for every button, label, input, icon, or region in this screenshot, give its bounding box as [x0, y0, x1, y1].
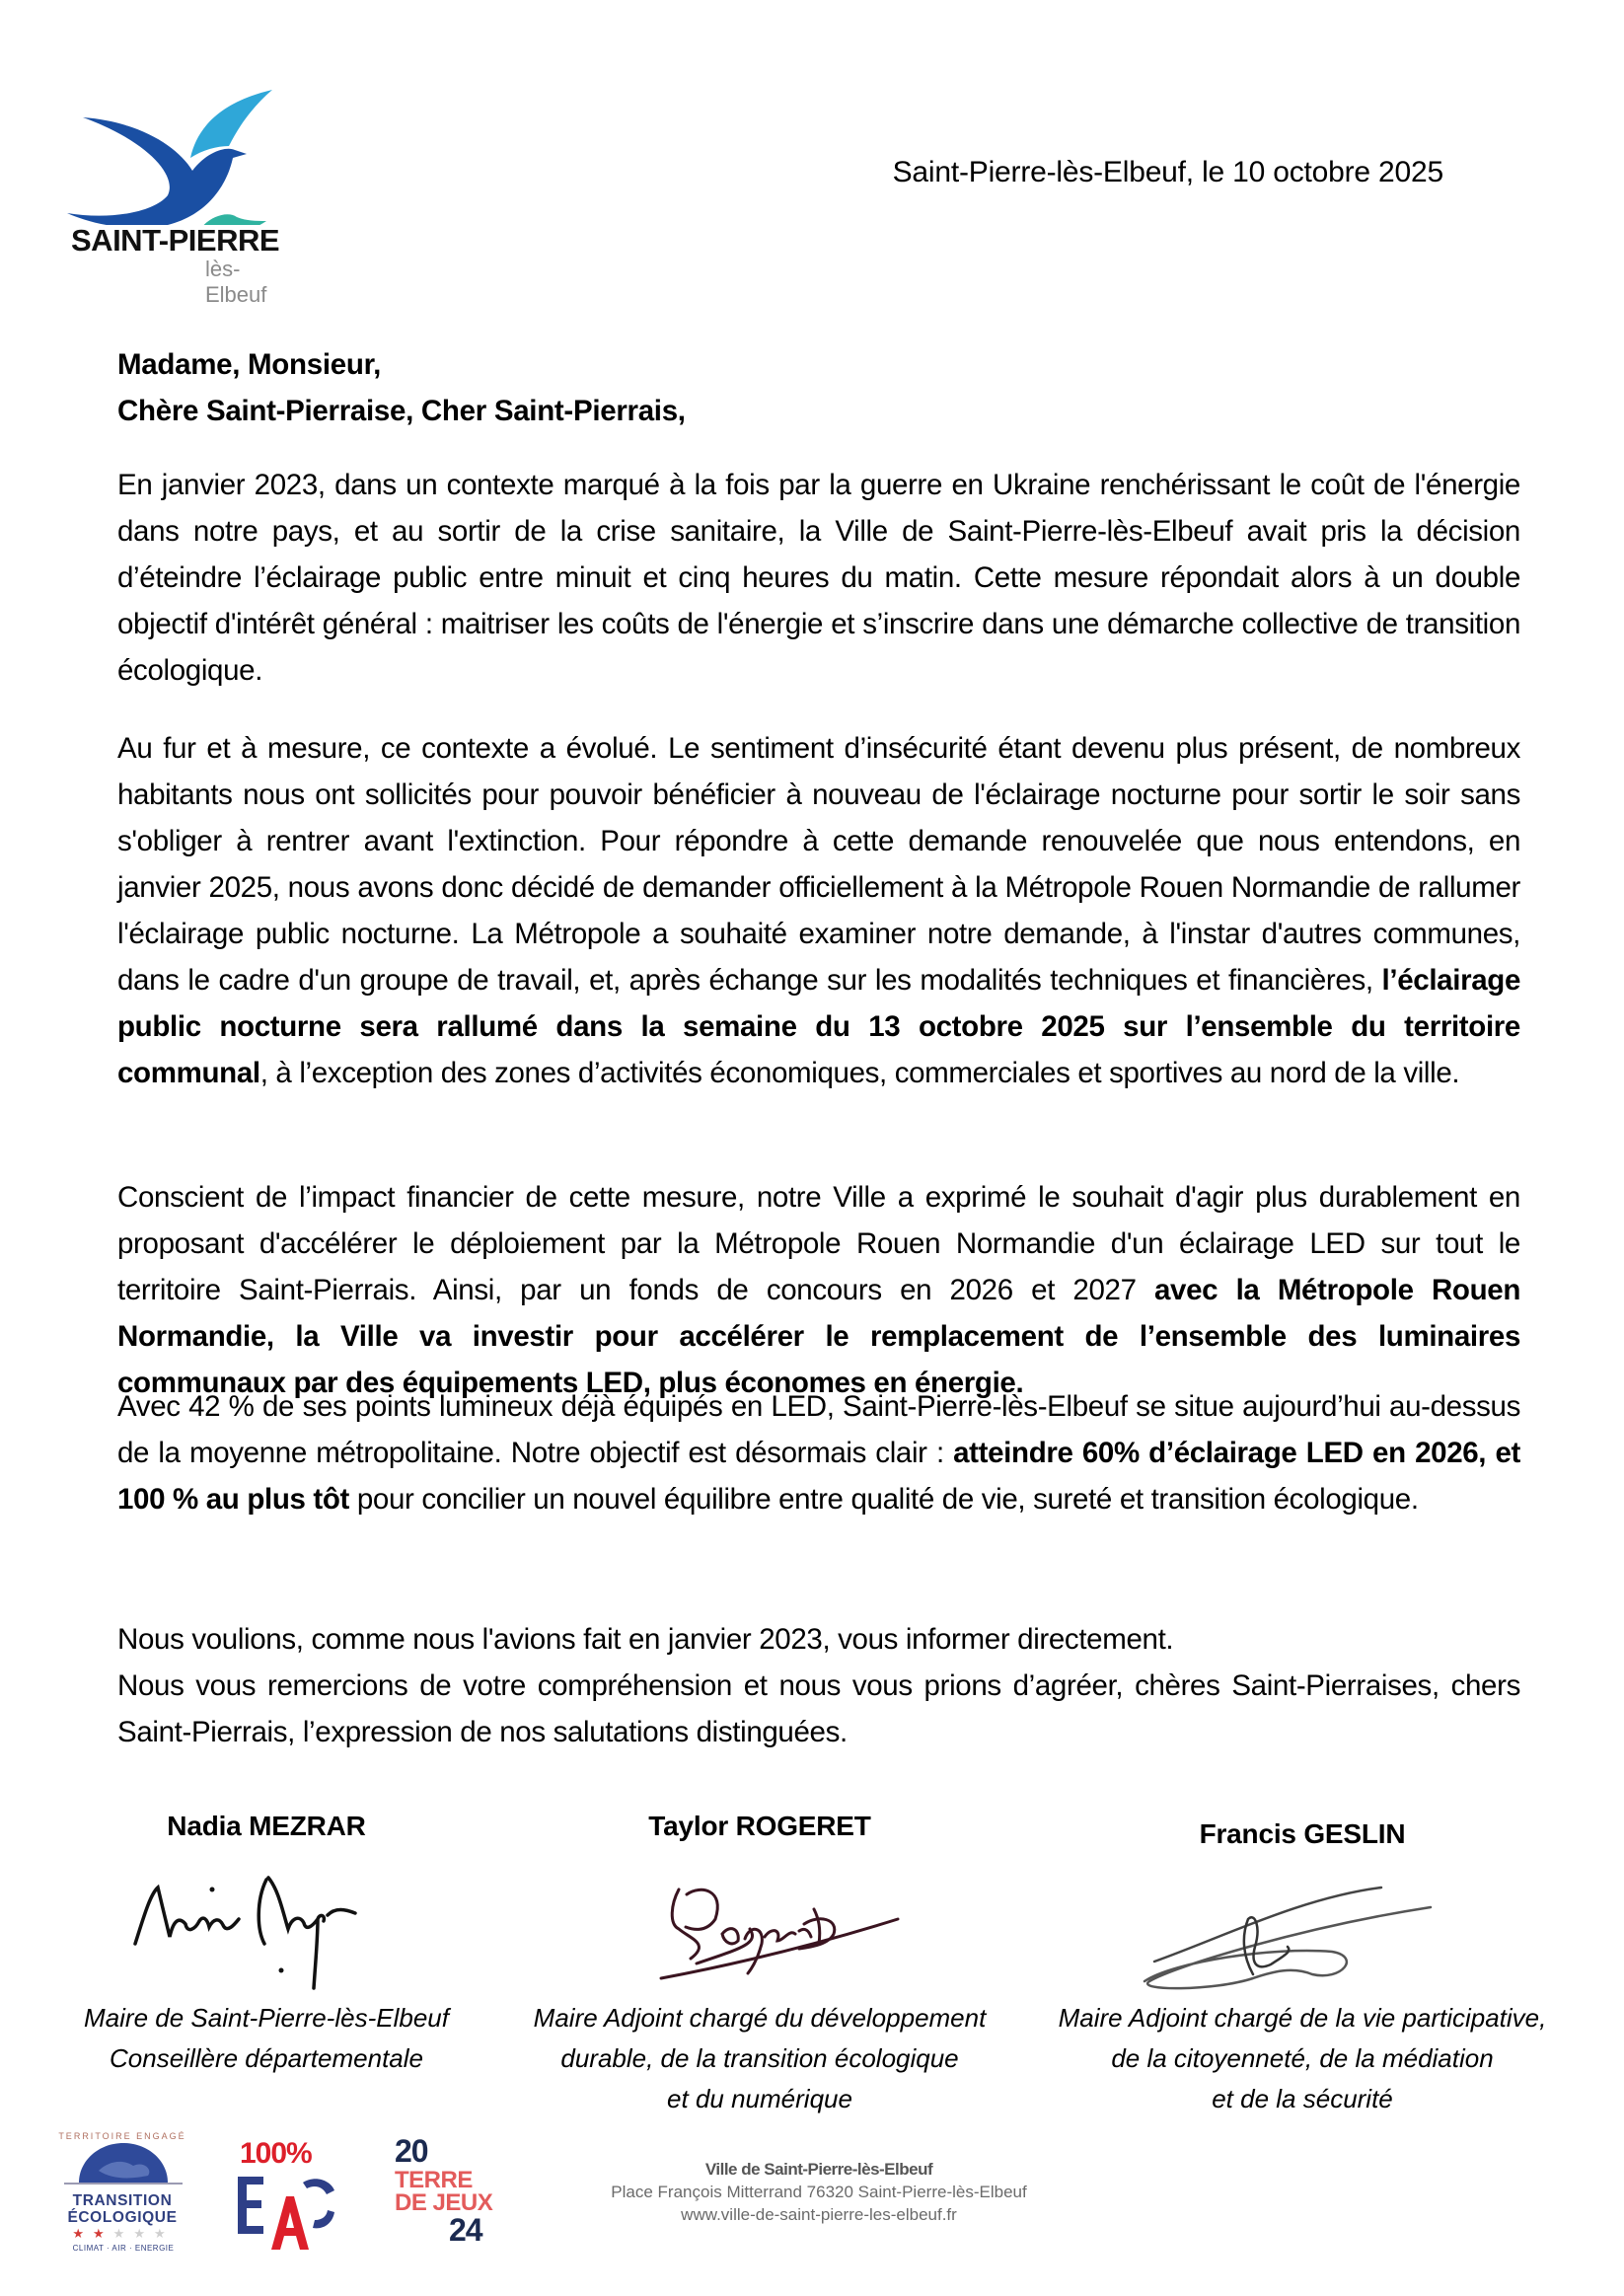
- star-icon: ★★★: [112, 2226, 175, 2241]
- closing-line-2: Nous vous remercions de votre compréhension et nous vous prions d’agréer, chères Saint-Pierraises, chers Saint-Pierrais, l’expression de nos salutations distinguées.: [117, 1669, 1520, 1748]
- salutation-line-1: Madame, Monsieur,: [117, 348, 382, 381]
- star-icon: ★★: [72, 2226, 113, 2241]
- footer-address: [592, 2158, 1046, 2226]
- tdj-middle: [395, 2169, 492, 2214]
- partner-logos: [54, 2131, 508, 2269]
- role-line: Maire de Saint-Pierre-lès-Elbeuf: [84, 2003, 449, 2033]
- paragraph-2-highlight: l’éclairage public nocturne sera rallumé dans la semaine du 13 octobre 2025 sur l’ensemble du territoire communal: [117, 964, 1520, 1089]
- logo-subname: lès-Elbeuf: [205, 257, 267, 307]
- signatory-role: [59, 1998, 474, 2079]
- salutation-line-2: Chère Saint-Pierraise, Cher Saint-Pierrais,: [117, 395, 686, 427]
- te-title-line-1: TRANSITION: [72, 2192, 173, 2209]
- tdj-line-2: DE JEUX: [395, 2189, 493, 2216]
- date-line: Saint-Pierre-lès-Elbeuf, le 10 octobre 2025: [892, 156, 1443, 188]
- eac-logo: [232, 2131, 340, 2269]
- paragraph-3: [117, 1174, 1520, 1406]
- signatory-name: Taylor ROGERET: [648, 1811, 871, 1841]
- paragraph-4-highlight: atteindre 60% d’éclairage LED en 2026, et 100 % au plus tôt: [117, 1437, 1520, 1516]
- salutation: [117, 341, 686, 434]
- role-line: Conseillère départementale: [110, 2043, 423, 2073]
- address-title: Ville de Saint-Pierre-lès-Elbeuf: [704, 2160, 933, 2179]
- signatory-role: [503, 1998, 1016, 2119]
- signatory-deputy-2: [1026, 1818, 1579, 2119]
- signatory-name: Francis GESLIN: [1199, 1818, 1406, 1849]
- role-line: durable, de la transition écologique: [560, 2043, 959, 2073]
- logo-name: SAINT-PIERRE: [71, 223, 280, 258]
- paragraph-4: [117, 1383, 1520, 1522]
- eac-percent: 100%: [240, 2137, 312, 2170]
- signature-rogeret: [503, 1850, 1016, 1998]
- paragraph-3-highlight: avec la Métropole Rouen Normandie, la Ville va investir pour accélérer le remplacement de l’ensemble des luminaires communaux par des équipements LED, plus économes en énergie.: [117, 1274, 1520, 1399]
- tdj-top: 20: [395, 2133, 428, 2169]
- paragraph-2: [117, 725, 1520, 1096]
- closing-paragraph: [117, 1616, 1520, 1755]
- signature-mezrar: [59, 1850, 474, 1998]
- closing-line-1: Nous voulions, comme nous l'avions fait en janvier 2023, vous informer directement.: [117, 1623, 1174, 1656]
- globe-icon: [54, 2131, 192, 2192]
- tdj-line-1: TERRE: [395, 2167, 473, 2193]
- te-arc-text: TERRITOIRE ENGAGÉ: [58, 2131, 186, 2141]
- signatory-name: Nadia MEZRAR: [167, 1811, 366, 1841]
- address-website[interactable]: www.ville-de-saint-pierre-les-elbeuf.fr: [681, 2205, 957, 2224]
- bird-logo-icon: [59, 47, 296, 225]
- role-line: Maire Adjoint chargé du développement: [533, 2003, 987, 2033]
- transition-ecologique-logo: [54, 2131, 192, 2259]
- terre-de-jeux-logo: [385, 2131, 498, 2269]
- paragraph-3-text: Conscient de l’impact financier de cette mesure, notre Ville a exprimé le souhait d'agir plus durablement en proposant d'accélérer le déploiement par la Métropole Rouen Normandie d'un éclairage LED sur tout le territoire Saint-Pierrais. Ainsi, par un fonds de concours en 2026 et 2027: [117, 1181, 1520, 1306]
- role-line: de la citoyenneté, de la médiation: [1111, 2043, 1494, 2073]
- address-street: Place François Mitterrand 76320 Saint-Pierre-lès-Elbeuf: [611, 2183, 1027, 2201]
- role-line: et de la sécurité: [1212, 2084, 1393, 2113]
- signatory-mayor: [59, 1811, 474, 2079]
- paragraph-1: En janvier 2023, dans un contexte marqué à la fois par la guerre en Ukraine renchérissant le coût de l'énergie dans notre pays, et au sortir de la crise sanitaire, la Ville de Saint-Pierre-lès-Elbeuf avait pris la décision d’éteindre l’éclairage public entre minuit et cinq heures du matin. Cette mesure répondait alors à un double objectif d'intérêt général : maitriser les coûts de l'énergie et s’inscrire dans une démarche collective de transition écologique.: [117, 469, 1520, 687]
- te-subtitle: CLIMAT · AIR · ENERGIE: [72, 2244, 175, 2253]
- paragraph-4-text: Avec 42 % de ses points lumineux déjà équipés en LED, Saint-Pierre-lès-Elbeuf se situe aujourd’hui au-dessus de la moyenne métropolitaine. Notre objectif est désormais clair :: [117, 1390, 1520, 1469]
- city-logo: [59, 47, 296, 307]
- role-line: Maire Adjoint chargé de la vie participative,: [1058, 2003, 1547, 2033]
- tdj-bottom: 24: [449, 2212, 482, 2248]
- te-star-rating: [64, 2226, 183, 2242]
- paragraph-2-text: Au fur et à mesure, ce contexte a évolué. Le sentiment d’insécurité étant devenu plus présent, de nombreux habitants nous ont sollicités pour pouvoir bénéficier à nouveau de l'éclairage nocturne pour sortir le soir sans s'obliger à rentrer avant l'extinction. Pour répondre à cette demande renouvelée que nous entendons, en janvier 2025, nous avons donc décidé de demander officiellement à la Métropole Rouen Normandie de rallumer l'éclairage public nocturne. La Métropole a souhaité examiner notre demande, à l'instar d'autres communes, dans le cadre d'un groupe de travail, et, après échange sur les modalités techniques et financières,: [117, 732, 1520, 997]
- te-title-line-2: ÉCOLOGIQUE: [67, 2209, 178, 2226]
- role-line: et du numérique: [667, 2084, 852, 2113]
- paragraph-2-text-end: , à l’exception des zones d’activités économiques, commerciales et sportives au nord de la ville.: [259, 1057, 1460, 1089]
- te-title: [56, 2192, 188, 2226]
- paragraph-4-text-end: pour concilier un nouvel équilibre entre qualité de vie, sureté et transition écologique.: [349, 1483, 1419, 1516]
- eac-letters-icon: [232, 2173, 340, 2271]
- signatory-deputy-1: [503, 1811, 1016, 2119]
- signatory-role: [1026, 1998, 1579, 2119]
- signature-geslin: [1026, 1858, 1579, 1998]
